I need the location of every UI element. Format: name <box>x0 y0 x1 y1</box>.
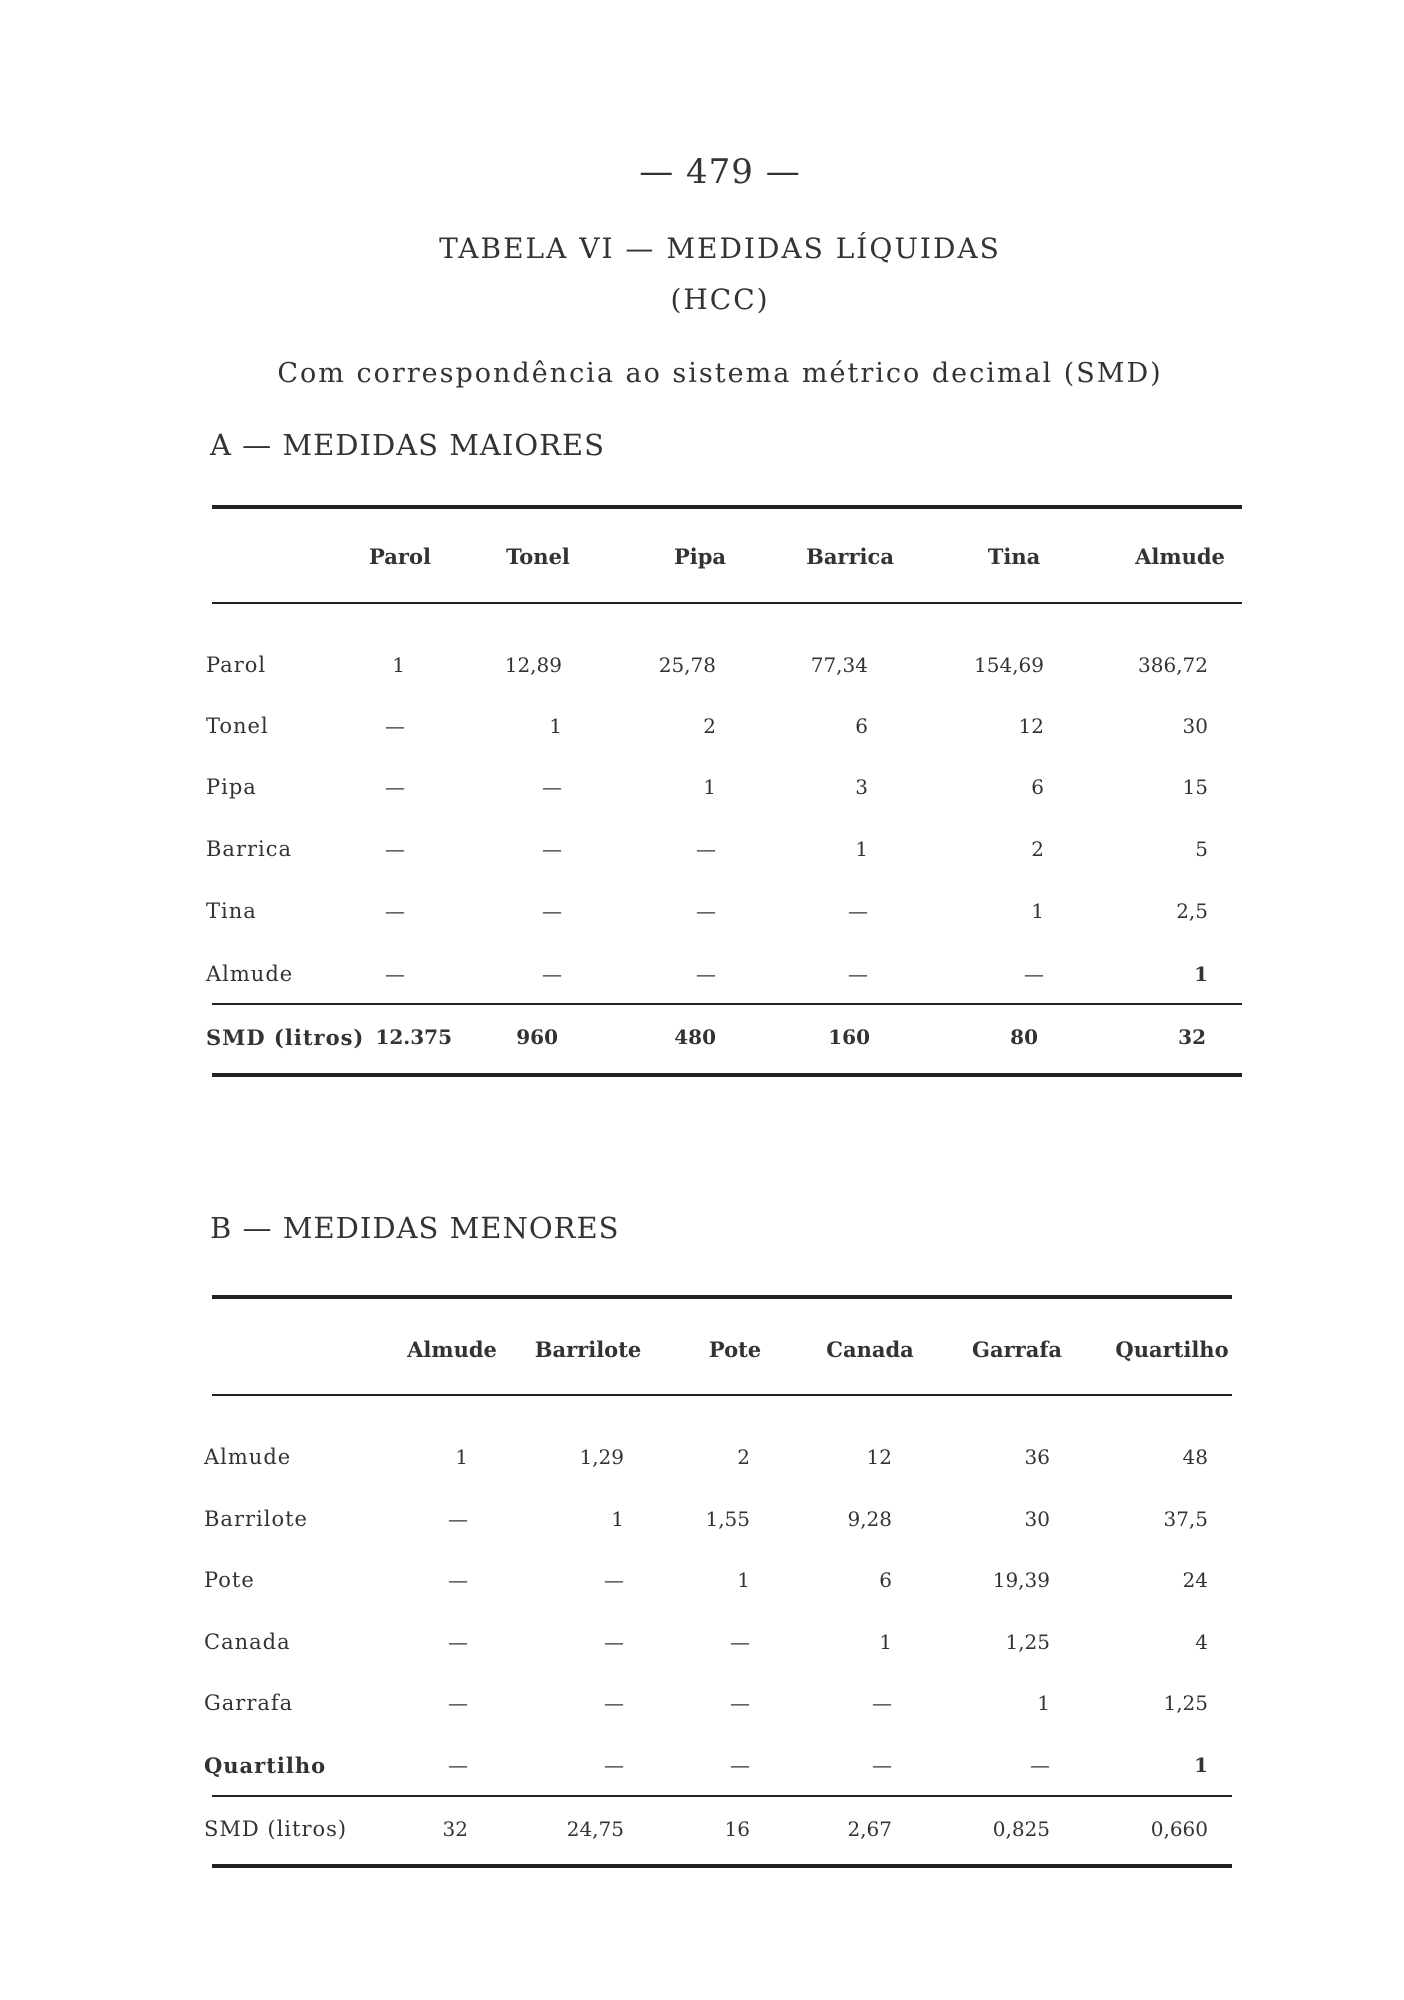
row-label: Tonel <box>206 714 269 738</box>
row-label: Garrafa <box>204 1691 294 1715</box>
row-label: Pote <box>204 1568 255 1592</box>
table-cell: — <box>848 899 868 923</box>
page-number: — 479 — <box>639 152 801 192</box>
smd-value: 32 <box>1178 1025 1206 1049</box>
table-cell: — <box>542 962 562 986</box>
table-cell: 2 <box>1031 837 1044 861</box>
table-cell: 77,34 <box>810 653 868 677</box>
table-cell: — <box>385 899 405 923</box>
column-header: Almude <box>1135 544 1225 569</box>
table-cell: — <box>542 775 562 799</box>
table-cell: — <box>604 1568 624 1592</box>
table-cell: — <box>542 837 562 861</box>
smd-label: SMD (litros) <box>206 1025 365 1050</box>
row-label: Parol <box>206 653 267 677</box>
table-cell: 1,29 <box>579 1445 624 1469</box>
table-cell: — <box>604 1691 624 1715</box>
table-cell: — <box>385 962 405 986</box>
table-cell: 6 <box>855 714 868 738</box>
table-cell: 6 <box>1031 775 1044 799</box>
column-header: Barrica <box>806 544 894 569</box>
table-cell: — <box>448 1568 468 1592</box>
column-header: Parol <box>369 544 431 569</box>
smd-value: 24,75 <box>566 1817 624 1841</box>
table-cell: 25,78 <box>658 653 716 677</box>
column-header: Garrafa <box>972 1337 1062 1362</box>
smd-value: 0,825 <box>992 1817 1050 1841</box>
table-cell: 1 <box>703 775 716 799</box>
table-cell: — <box>604 1753 624 1777</box>
column-header: Canada <box>826 1337 914 1362</box>
row-label: Quartilho <box>204 1753 327 1778</box>
table-cell: 5 <box>1195 837 1208 861</box>
table-cell: 30 <box>1024 1507 1050 1531</box>
row-label: Barrica <box>206 837 293 861</box>
page-subtitle: (HCC) <box>670 283 770 316</box>
smd-value: 80 <box>1010 1025 1038 1049</box>
table-cell: 2 <box>703 714 716 738</box>
table-cell: 1,25 <box>1005 1630 1050 1654</box>
table-cell: 2,5 <box>1176 899 1208 923</box>
smd-value: 0,660 <box>1150 1817 1208 1841</box>
table-cell: — <box>448 1753 468 1777</box>
table-a-header-rule <box>212 602 1242 604</box>
table-cell: — <box>730 1630 750 1654</box>
table-b-top-rule <box>212 1295 1232 1299</box>
table-cell: — <box>696 899 716 923</box>
table-b-bottom-rule <box>212 1864 1232 1868</box>
row-label: Canada <box>204 1630 291 1654</box>
table-cell: 386,72 <box>1138 653 1208 677</box>
column-header: Tonel <box>506 544 570 569</box>
table-cell: 1 <box>455 1445 468 1469</box>
table-cell: — <box>448 1691 468 1715</box>
table-cell: 1,25 <box>1163 1691 1208 1715</box>
column-header: Almude <box>407 1337 497 1362</box>
table-cell: 12 <box>1018 714 1044 738</box>
row-label: Almude <box>204 1445 292 1469</box>
table-cell: — <box>448 1507 468 1531</box>
table-cell: — <box>696 837 716 861</box>
smd-value: 160 <box>828 1025 870 1049</box>
table-cell: — <box>385 714 405 738</box>
table-a-bottom-rule <box>212 1073 1242 1077</box>
table-cell: — <box>730 1753 750 1777</box>
table-cell: — <box>872 1691 892 1715</box>
table-cell: 30 <box>1182 714 1208 738</box>
column-header: Tina <box>987 544 1041 569</box>
table-cell: — <box>448 1630 468 1654</box>
table-cell: 1 <box>1037 1691 1050 1715</box>
table-cell: 36 <box>1024 1445 1050 1469</box>
smd-label: SMD (litros) <box>204 1817 348 1841</box>
table-cell: — <box>542 899 562 923</box>
smd-value: 480 <box>674 1025 716 1049</box>
table-cell: 1 <box>611 1507 624 1531</box>
table-cell: 24 <box>1182 1568 1208 1592</box>
table-cell: 9,28 <box>847 1507 892 1531</box>
table-b-sum-rule <box>212 1795 1232 1797</box>
row-label: Pipa <box>206 775 257 799</box>
correspondence-note: Com correspondência ao sistema métrico decimal (SMD) <box>277 358 1163 389</box>
table-a-sum-rule <box>212 1003 1242 1005</box>
table-cell: 1 <box>855 837 868 861</box>
column-header: Pipa <box>673 544 727 569</box>
table-cell: 154,69 <box>974 653 1044 677</box>
table-cell: — <box>1024 962 1044 986</box>
table-cell: 3 <box>855 775 868 799</box>
column-header: Quartilho <box>1115 1337 1229 1362</box>
table-cell: 12,89 <box>504 653 562 677</box>
table-cell: — <box>696 962 716 986</box>
table-cell: 1 <box>549 714 562 738</box>
page-title: TABELA VI — MEDIDAS LÍQUIDAS <box>439 232 1001 265</box>
smd-value: 2,67 <box>847 1817 892 1841</box>
table-cell: 2 <box>737 1445 750 1469</box>
table-cell: — <box>872 1753 892 1777</box>
table-cell: 6 <box>879 1568 892 1592</box>
table-a-top-rule <box>212 505 1242 509</box>
row-label: Tina <box>206 899 257 923</box>
table-cell: 37,5 <box>1163 1507 1208 1531</box>
table-cell: 15 <box>1182 775 1208 799</box>
table-cell: — <box>385 837 405 861</box>
table-cell: 1 <box>1194 962 1208 986</box>
table-cell: — <box>604 1630 624 1654</box>
table-cell: 1,55 <box>705 1507 750 1531</box>
table-cell: 1 <box>737 1568 750 1592</box>
table-cell: 19,39 <box>992 1568 1050 1592</box>
column-header: Pote <box>708 1337 762 1362</box>
table-cell: — <box>385 775 405 799</box>
table-cell: — <box>1030 1753 1050 1777</box>
table-cell: 48 <box>1182 1445 1208 1469</box>
row-label: Almude <box>206 962 294 986</box>
table-cell: 1 <box>879 1630 892 1654</box>
row-label: Barrilote <box>204 1507 308 1531</box>
table-cell: 1 <box>1194 1753 1208 1777</box>
table-cell: 4 <box>1195 1630 1208 1654</box>
section-b-heading: B — MEDIDAS MENORES <box>210 1211 620 1245</box>
column-header: Barrilote <box>534 1337 642 1362</box>
smd-value: 960 <box>516 1025 558 1049</box>
table-cell: — <box>848 962 868 986</box>
table-b-header-rule <box>212 1394 1232 1396</box>
smd-value: 32 <box>442 1817 468 1841</box>
smd-value: 16 <box>724 1817 750 1841</box>
table-cell: — <box>730 1691 750 1715</box>
table-cell: 1 <box>1031 899 1044 923</box>
table-cell: 12 <box>866 1445 892 1469</box>
table-cell: 1 <box>392 653 405 677</box>
section-a-heading: A — MEDIDAS MAIORES <box>210 428 605 462</box>
smd-value: 12.375 <box>375 1025 452 1049</box>
